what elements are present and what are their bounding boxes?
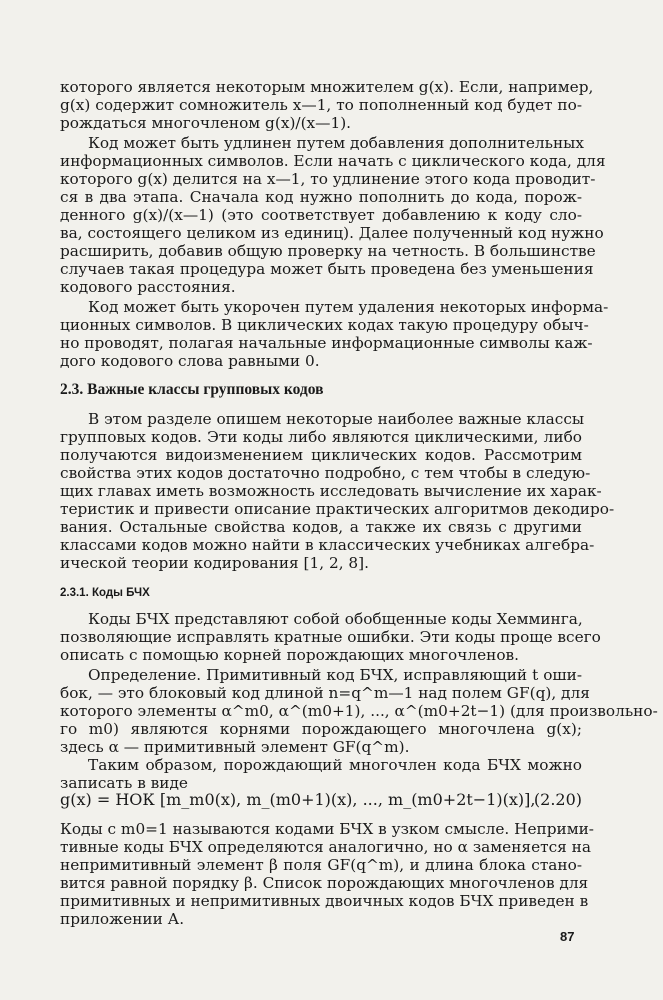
page-number: 87 — [560, 929, 575, 944]
equation-2-20 — [60, 790, 582, 810]
text-line: теристик и привести описание практических алгоритмов декодиро- — [60, 500, 615, 518]
text-line: но проводят, полагая начальные информационные символы каж- — [60, 334, 593, 352]
text-line: Таким образом, порождающий многочлен кода БЧХ можно — [88, 756, 582, 774]
text-line: классами кодов можно найти в классических учебниках алгебра- — [60, 536, 595, 554]
text-line: случаев такая процедура может быть проведена без уменьшения — [60, 260, 594, 278]
text-line: дого кодового слова равными 0. — [60, 352, 320, 370]
text-line: описать с помощью корней порождающих многочленов. — [60, 646, 520, 664]
text-line: ся в два этапа. Сначала код нужно пополнить до кода, порож- — [60, 188, 582, 206]
text-line: Код может быть укорочен путем удаления некоторых информа- — [88, 298, 609, 316]
text-line: Коды БЧХ представляют собой обобщенные коды Хемминга, — [88, 610, 583, 628]
section-heading: 2.3. Важные классы групповых кодов — [60, 381, 324, 398]
text-line: примитивных и непримитивных двоичных кодов БЧХ приведен в — [60, 892, 589, 910]
text-line: рождаться многочленом g(x)/(x—1). — [60, 114, 352, 132]
text-line: вания. Остальные свойства кодов, а также их связь с другими — [60, 518, 582, 536]
definition-line: Определение. Примитивный код БЧХ, исправляющий t оши- — [88, 666, 582, 684]
text-line: Код может быть удлинен путем добавления дополнительных — [88, 134, 584, 152]
text-line: тивные коды БЧХ определяются аналогично, но α заменяется на — [60, 838, 591, 856]
text-line: непримитивный элемент β поля GF(q^m), и длина блока стано- — [60, 856, 582, 874]
text-line: го m0) являются корнями порождающего многочлена g(x); — [60, 720, 582, 738]
text-line: получаются видоизменением циклических кодов. Рассмотрим — [60, 446, 582, 464]
text-line: В этом разделе опишем некоторые наиболее важные классы — [88, 410, 585, 428]
equation-number: (2.20) — [533, 790, 582, 809]
text-line: записать в виде — [60, 774, 188, 792]
equation-body: g(x) = НОК [m_m0(x), m_(m0+1)(x), ..., m_(m0+2t−1)(x)], — [60, 790, 536, 809]
text-line: которого g(x) делится на x—1, то удлинение этого кода проводит- — [60, 170, 596, 188]
text-line: денного g(x)/(x—1) (это соответствует добавлению к коду сло- — [60, 206, 582, 224]
text-line: g(x) содержит сомножитель x—1, то пополненный код будет по- — [60, 96, 582, 114]
text-line: ционных символов. В циклических кодах такую процедуру обыч- — [60, 316, 589, 334]
text-line: свойства этих кодов достаточно подробно, с тем чтобы в следую- — [60, 464, 591, 482]
text-line: расширить, добавив общую проверку на четность. В большинстве — [60, 242, 596, 260]
text-line: вится равной порядку β. Список порождающих многочленов для — [60, 874, 589, 892]
text-line: бок, — это блоковый код длиной n=q^m—1 над полем GF(q), для — [60, 684, 590, 702]
text-line: ической теории кодирования [1, 2, 8]. — [60, 554, 369, 572]
text-line: ва, состоящего целиком из единиц). Далее полученный код нужно — [60, 224, 604, 242]
subsection-heading: 2.3.1. Коды БЧХ — [60, 587, 150, 599]
text-line: которого элементы α^m0, α^(m0+1), ..., α^(m0+2t−1) (для произвольно- — [60, 702, 658, 720]
text-line: информационных символов. Если начать с циклического кода, для — [60, 152, 606, 170]
text-line: кодового расстояния. — [60, 278, 236, 296]
text-line: Коды с m0=1 называются кодами БЧХ в узком смысле. Неприми- — [60, 820, 594, 838]
text-line: приложении А. — [60, 910, 185, 928]
text-line: здесь α — примитивный элемент GF(q^m). — [60, 738, 410, 756]
text-line: которого является некоторым множителем g(x). Если, например, — [60, 78, 594, 96]
text-line: групповых кодов. Эти коды либо являются циклическими, либо — [60, 428, 582, 446]
text-line: щих главах иметь возможность исследовать вычисление их харак- — [60, 482, 602, 500]
text-line: позволяющие исправлять кратные ошибки. Эти коды проще всего — [60, 628, 601, 646]
